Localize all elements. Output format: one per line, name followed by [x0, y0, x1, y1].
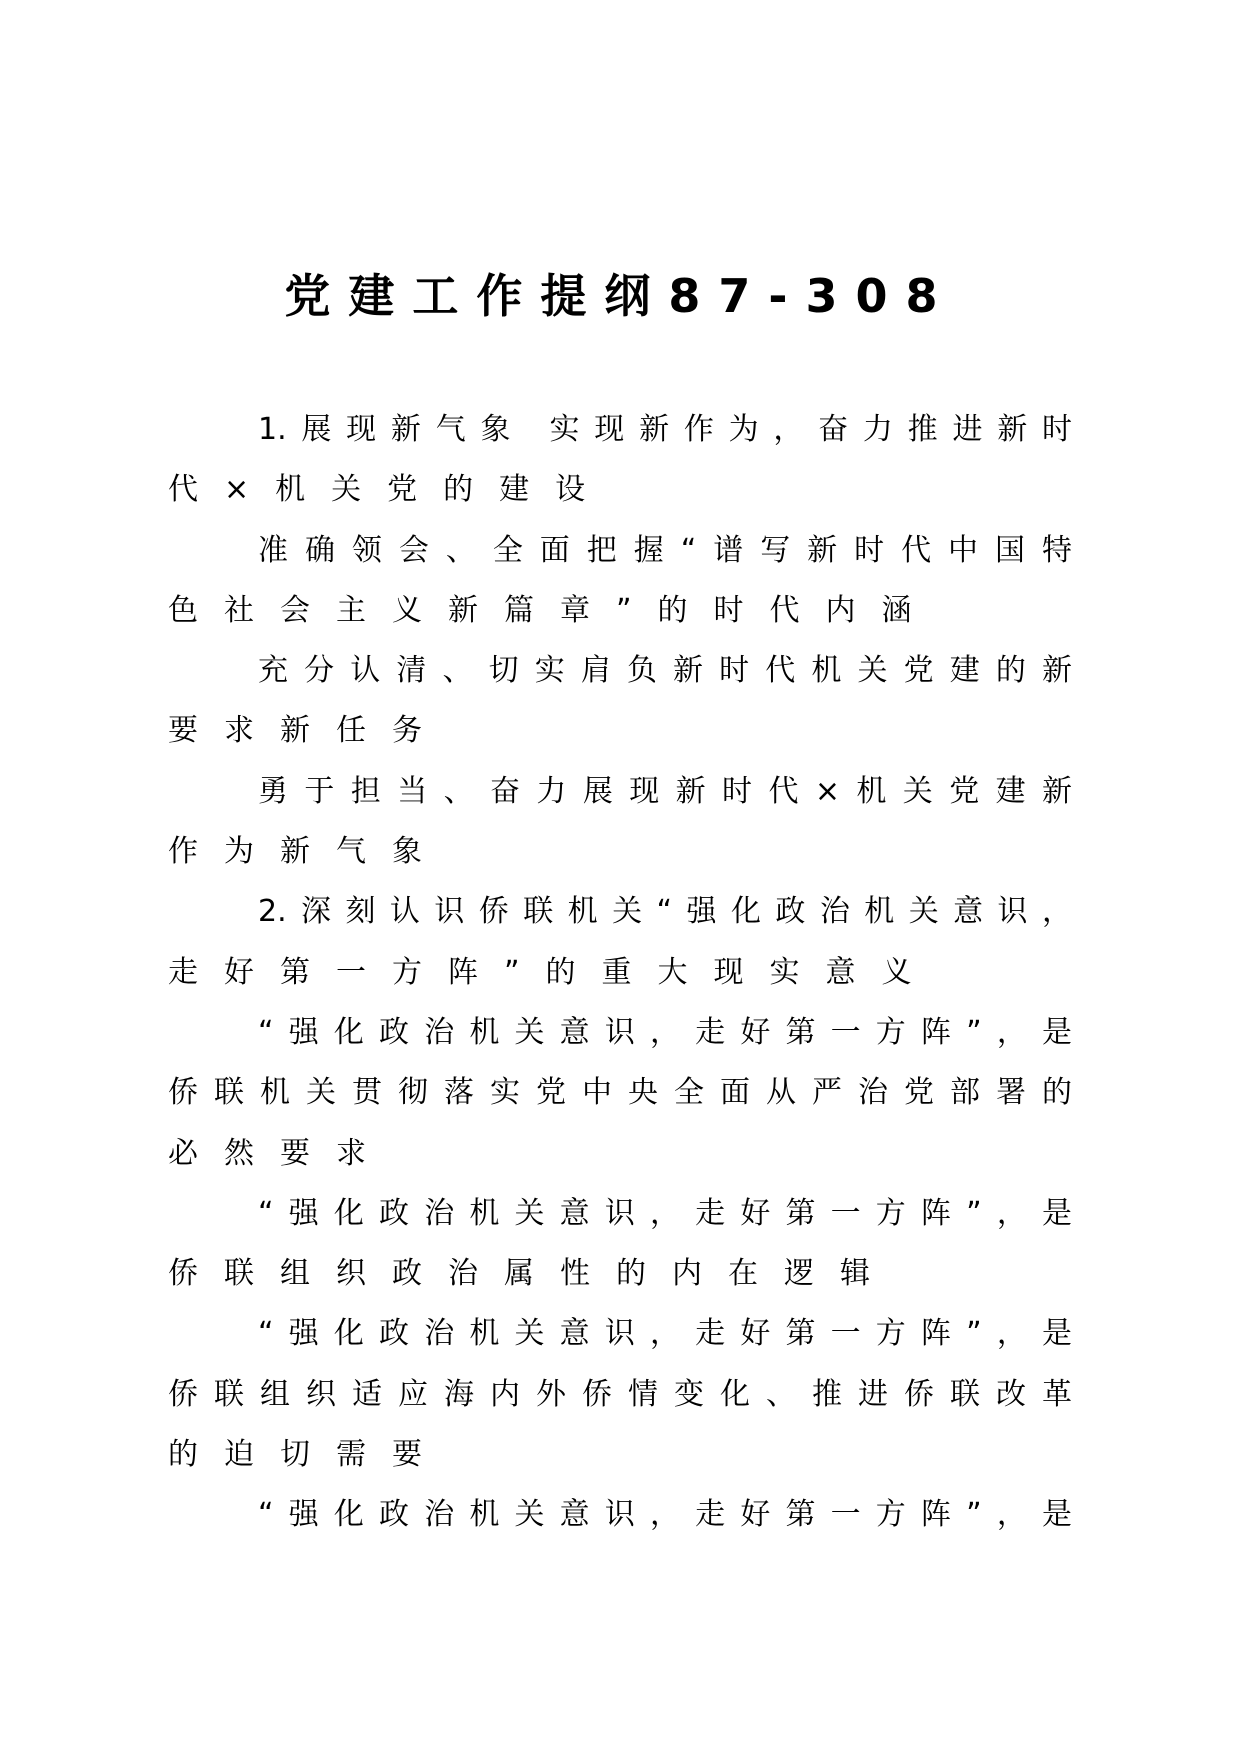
- text-line: “强化政治机关意识，走好第一方阵”，是: [258, 1014, 1072, 1050]
- text-line: 1.展现新气象 实现新作为，奋力推进新时: [258, 412, 1072, 447]
- text-line: “强化政治机关意识，走好第一方阵”，是: [258, 1316, 1072, 1352]
- text-line: 走好第一方阵”的重大现实意义: [168, 954, 938, 990]
- text-line: 侨联组织适应海内外侨情变化、推进侨联改革: [168, 1376, 1072, 1412]
- text-line: “强化政治机关意识，走好第一方阵”，是: [258, 1497, 1072, 1533]
- text-line: 要求新任务: [168, 713, 448, 749]
- text-line: 色社会主义新篇章”的时代内涵: [168, 592, 938, 628]
- text-line: 侨联机关贯彻落实党中央全面从严治党部署的: [168, 1075, 1072, 1111]
- text-line: 勇于担当、奋力展现新时代×机关党建新: [258, 773, 1072, 809]
- text-line: 准确领会、全面把握“谱写新时代中国特: [258, 532, 1072, 568]
- text-line: 2.深刻认识侨联机关“强化政治机关意识，: [258, 894, 1072, 930]
- text-line: 必然要求: [168, 1135, 392, 1171]
- document-title: 党建工作提纲87-308: [284, 269, 956, 323]
- text-line: “强化政治机关意识，走好第一方阵”，是: [258, 1195, 1072, 1231]
- document-body: [168, 400, 1072, 1546]
- text-line: 的迫切需要: [168, 1437, 448, 1473]
- text-line: 代×机关党的建设: [168, 472, 612, 508]
- text-line: 侨联组织政治属性的内在逻辑: [168, 1256, 896, 1292]
- text-line: 作为新气象: [168, 834, 448, 870]
- text-line: 充分认清、切实肩负新时代机关党建的新: [258, 653, 1072, 689]
